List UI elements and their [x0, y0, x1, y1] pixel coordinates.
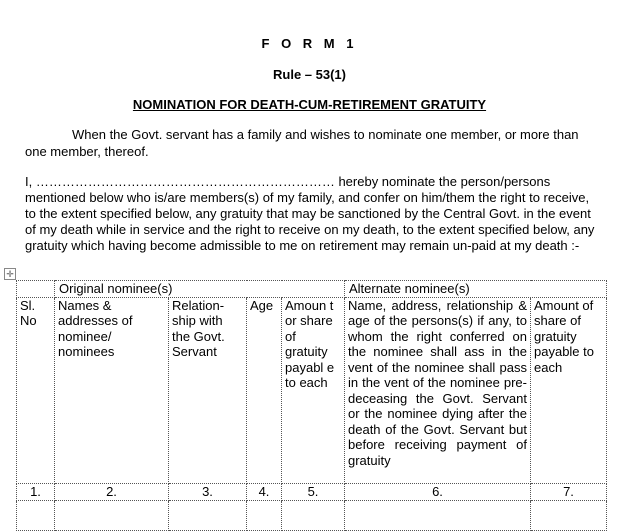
header-age: Age	[247, 297, 282, 483]
entry-cell[interactable]	[345, 500, 531, 530]
entry-cell[interactable]	[531, 500, 607, 530]
column-number: 3.	[169, 483, 247, 500]
header-relationship: Relation-ship with the Govt. Servant	[169, 297, 247, 483]
column-number: 4.	[247, 483, 282, 500]
column-number: 6.	[345, 483, 531, 500]
group-alternate-nominee: Alternate nominee(s)	[345, 281, 607, 298]
column-number: 1.	[17, 483, 55, 500]
entry-cell[interactable]	[282, 500, 345, 530]
column-number: 7.	[531, 483, 607, 500]
rule-reference: Rule – 53(1)	[273, 67, 346, 82]
table-move-handle-icon[interactable]: ✛	[4, 268, 16, 280]
intro-paragraph: When the Govt. servant has a family and wishes to nominate one member, or more than one member, thereof.	[25, 127, 579, 159]
form-title: F O R M 1	[261, 36, 358, 51]
header-alternate-amount: Amount of share of gratuity payable to each	[531, 297, 607, 483]
group-original-nominee: Original nominee(s)	[55, 281, 345, 298]
entry-cell[interactable]	[17, 500, 55, 530]
document-heading: NOMINATION FOR DEATH-CUM-RETIREMENT GRATUITY	[132, 97, 487, 112]
column-number: 2.	[55, 483, 169, 500]
entry-cell[interactable]	[55, 500, 169, 530]
entry-cell[interactable]	[169, 500, 247, 530]
header-alternate-details: Name, address, relationship & age of the persons(s) if any, to whom the right conferred on the nominee shall ass in the vent of the nominee shall pass in the vent of the nominee pre-deceasing the Govt. Servant or the nominee dying after the death of the Govt. Servant but before receiving payment of gratuity	[345, 297, 531, 483]
header-amount-share: Amoun t or share of gratuity payabl e to each	[282, 297, 345, 483]
header-sl-no: Sl. No	[17, 297, 55, 483]
declaration-paragraph: I, …………………………………………………………… hereby nominate the person/persons mentioned below who is/are members(s) of my family, and confer on him/them the right to receive, to the extent specified below, any gratuity that may be sanctioned by the Central Govt. in the event of my death while in service and the right to receive on my death, to the extent specified below, any gratuity which having become admissible to me on retirement may remain un-paid at my death :-	[25, 174, 595, 253]
entry-cell[interactable]	[247, 500, 282, 530]
column-number: 5.	[282, 483, 345, 500]
nomination-table	[16, 280, 607, 531]
empty-cell	[17, 281, 55, 298]
header-names-addresses: Names & addresses of nominee/ nominees	[55, 297, 169, 483]
